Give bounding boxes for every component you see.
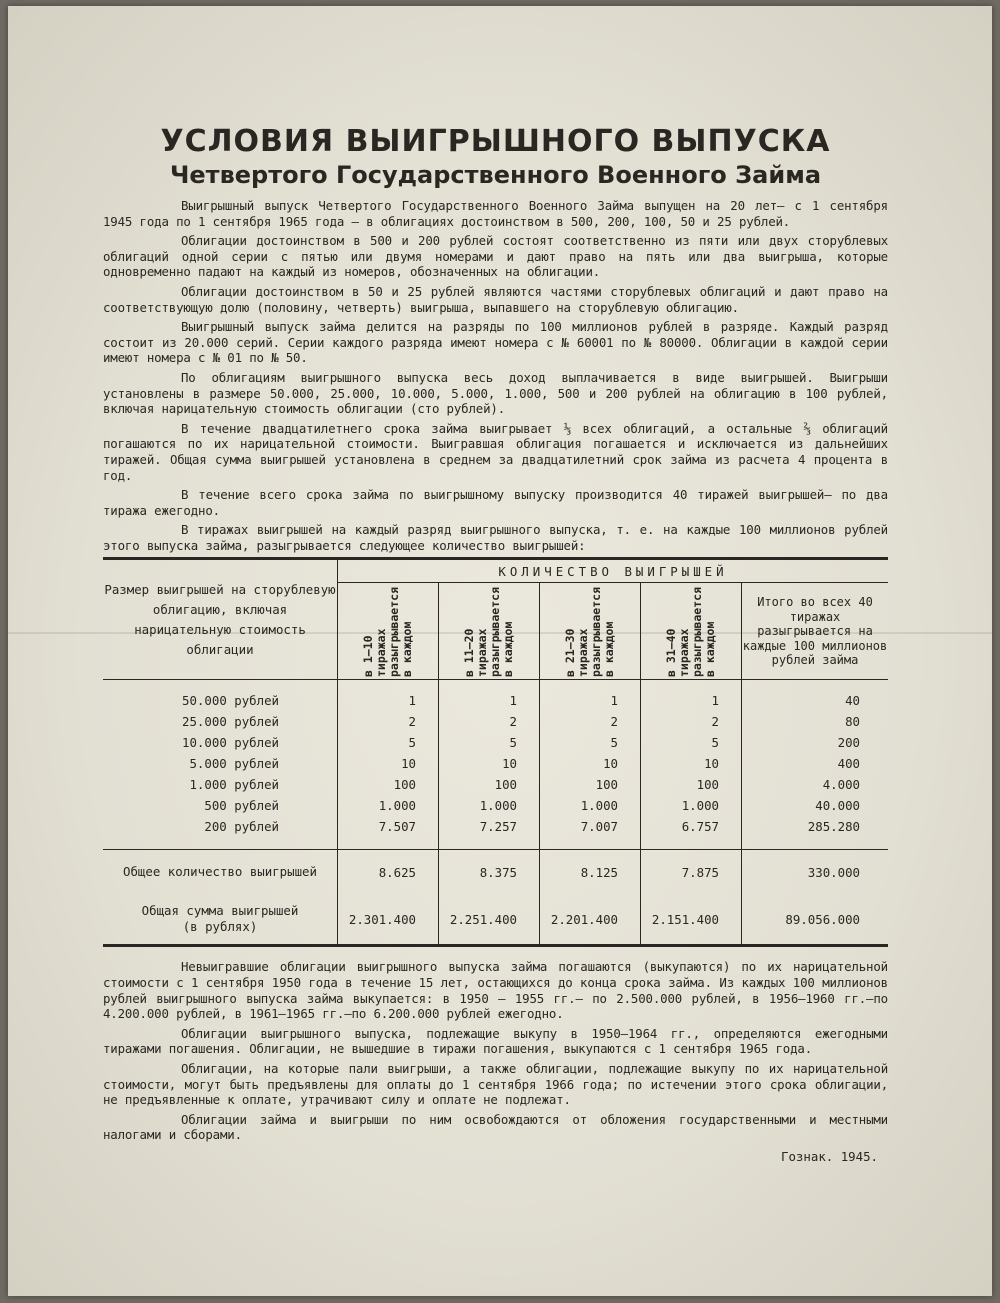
cell: 100	[439, 774, 540, 795]
column-header-draws-21-30: в 21—30 тиражах разыгрывается в каждом	[540, 583, 641, 680]
table-row	[103, 774, 888, 795]
cell: 7.007	[540, 816, 641, 837]
cell: 2.151.400	[641, 894, 742, 946]
cell: 2	[439, 711, 540, 732]
count-row	[103, 850, 888, 895]
cell: 100	[338, 774, 439, 795]
cell: 1.000	[641, 795, 742, 816]
cell: 8.625	[338, 850, 439, 895]
paragraph: Выигрышный выпуск Четвертого Государственного Военного Займа выпущен на 20 лет— с 1 сентября 1945 года по 1 сентября 1965 года — в облигациях достоинством в 500, 200, 100, 50 и 25 рублей.	[103, 198, 888, 229]
paragraph: Облигации займа и выигрыши по ним освобождаются от обложения государственными и местными налогами и сборами.	[103, 1111, 888, 1143]
cell: 7.257	[439, 816, 540, 837]
paragraph: Облигации, на которые пали выигрыши, а также облигации, подлежащие выкупу по их нарицательной стоимости, могут быть предъявлены для оплаты до 1 сентября 1966 года; по истечении этого срока облигации, не предъявленные к оплате, утрачивают силу и оплате не подлежат.	[103, 1061, 888, 1108]
cell: 2	[641, 711, 742, 732]
cell: 100	[641, 774, 742, 795]
win-size: 25.000 рублей	[182, 714, 279, 730]
sum-label	[103, 894, 338, 946]
cell: 7.507	[338, 816, 439, 837]
column-header-draws-31-40: в 31—40 тиражах разыгрывается в каждом	[641, 583, 742, 680]
document-content	[103, 124, 888, 1164]
win-size: 200 рублей	[204, 819, 279, 835]
cell-total: 40	[742, 690, 889, 711]
cell-total: 285.280	[742, 816, 889, 837]
size-column-header: Размер выигрышей на сторублевую облигацию, включая нарицательную стоимость облигации	[104, 581, 336, 657]
paragraph: Облигации выигрышного выпуска, подлежащие выкупу в 1950—1964 гг., определяются ежегодными тиражами погашения. Облигации, не вышедшие в тиражи погашения, выкупаются с 1 сентября 1965 года.	[103, 1025, 888, 1057]
sum-row	[103, 894, 888, 946]
cell: 10	[439, 753, 540, 774]
count-group-header: КОЛИЧЕСТВО ВЫИГРЫШЕЙ	[338, 559, 889, 583]
cell-total: 89.056.000	[742, 894, 889, 946]
cell: 100	[540, 774, 641, 795]
paragraph: В тиражах выигрышей на каждый разряд выигрышного выпуска, т. е. на каждые 100 миллионов рублей этого выпуска займа, разыгрывается следующее количество выигрышей:	[103, 522, 888, 553]
sum-label-line1: Общая сумма выигрышей	[141, 903, 299, 919]
cell: 2.251.400	[439, 894, 540, 946]
paragraph: По облигациям выигрышного выпуска весь доход выплачивается в виде выигрышей. Выигрыши установлены в размере 50.000, 25.000, 10.000, 5.000, 1.000, 500 и 200 рублей на облигацию в 100 рублей, включая нарицательную стоимость облигации (сто рублей).	[103, 369, 888, 417]
cell: 10	[641, 753, 742, 774]
cell: 1	[338, 690, 439, 711]
cell-total: 4.000	[742, 774, 889, 795]
cell-total: 80	[742, 711, 889, 732]
win-size: 500 рублей	[204, 798, 279, 814]
paragraph: В течение всего срока займа по выигрышному выпуску производится 40 тиражей выигрышей— по два тиража ежегодно.	[103, 487, 888, 518]
cell: 6.757	[641, 816, 742, 837]
cell: 5	[338, 732, 439, 753]
win-size: 5.000 рублей	[189, 756, 279, 772]
cell: 1.000	[439, 795, 540, 816]
sum-label-line2: (в рублях)	[182, 919, 258, 935]
cell: 1	[439, 690, 540, 711]
win-size: 50.000 рублей	[182, 693, 279, 709]
cell: 8.375	[439, 850, 540, 895]
cell: 2.201.400	[540, 894, 641, 946]
table-row	[103, 690, 888, 711]
printer-imprint: Гознак. 1945.	[781, 1149, 878, 1164]
column-header-total: Итого во всех 40 тиражах разыгрывается на каждые 100 миллионов рублей займа	[742, 583, 889, 680]
document-title: УСЛОВИЯ ВЫИГРЫШНОГО ВЫПУСКА	[160, 124, 831, 159]
cell: 2.301.400	[338, 894, 439, 946]
table-row	[103, 732, 888, 753]
cell: 1	[641, 690, 742, 711]
win-size: 10.000 рублей	[182, 735, 279, 751]
cell-total: 200	[742, 732, 889, 753]
winnings-table	[103, 557, 888, 949]
cell: 8.125	[540, 850, 641, 895]
cell: 2	[540, 711, 641, 732]
document-page	[8, 6, 992, 1296]
paragraph: Невыигравшие облигации выигрышного выпуска займа погашаются (выкупаются) по их нарицательной стоимости с 1 сентября 1950 года в течение 15 лет, остающихся до конца срока займа. Из каждых 100 миллионов рублей выигрышного выпуска займа выкупается: в 1950 — 1955 гг.— по 2.500.000 рублей, в 1956—1960 гг.—по 4.200.000 рублей, в 1961—1965 гг.—по 6.200.000 рублей ежегодно.	[103, 959, 888, 1022]
table-row	[103, 816, 888, 837]
cell: 1	[540, 690, 641, 711]
cell: 5	[540, 732, 641, 753]
cell-total: 400	[742, 753, 889, 774]
column-header-draws-1-10: в 1—10 тиражах разыгрывается в каждом	[338, 583, 439, 680]
table-row	[103, 711, 888, 732]
cell: 2	[338, 711, 439, 732]
paragraph: Облигации достоинством в 500 и 200 рублей состоят соответственно из пяти или двух сторублевых облигаций одной серии с пятью или двумя номерами и дают право на пять или два выигрыша, которые одновременно падают на каждый из номеров, обозначенных на облигации.	[103, 233, 888, 280]
document-subtitle: Четвертого Государственного Военного Займа	[169, 161, 822, 189]
cell: 1.000	[540, 795, 641, 816]
cell-total: 330.000	[742, 850, 889, 895]
cell: 7.875	[641, 850, 742, 895]
win-size: 1.000 рублей	[189, 777, 279, 793]
paragraph: Облигации достоинством в 50 и 25 рублей являются частями сторублевых облигаций и дают право на соответствующую долю (половину, четверть) выигрыша, выпавшего на сторублевую облигацию.	[103, 283, 888, 315]
paragraph: Выигрышный выпуск займа делится на разряды по 100 миллионов рублей в разряде. Каждый разряд состоит из 20.000 серий. Серии каждого разряда имеют номера с № 60001 по № 80000. Облигации в каждой серии имеют номера с № 01 по № 50.	[103, 319, 888, 366]
table-row	[103, 753, 888, 774]
cell: 5	[641, 732, 742, 753]
column-header-draws-11-20: в 11—20 тиражах разыгрывается в каждом	[439, 583, 540, 680]
cell: 10	[338, 753, 439, 774]
cell-total: 40.000	[742, 795, 889, 816]
cell: 1.000	[338, 795, 439, 816]
table-row	[103, 795, 888, 816]
count-label: Общее количество выигрышей	[103, 850, 338, 895]
cell: 5	[439, 732, 540, 753]
cell: 10	[540, 753, 641, 774]
paragraph: В течение двадцатилетнего срока займа выигрывает ⅓ всех облигаций, а остальные ⅔ облигаций погашаются по их нарицательной стоимости. Выигравшая облигация погашается и исключается из дальнейших тиражей. Общая сумма выигрышей установлена в среднем за двадцатилетний срок займа из расчета 4 процента в год.	[103, 420, 888, 483]
